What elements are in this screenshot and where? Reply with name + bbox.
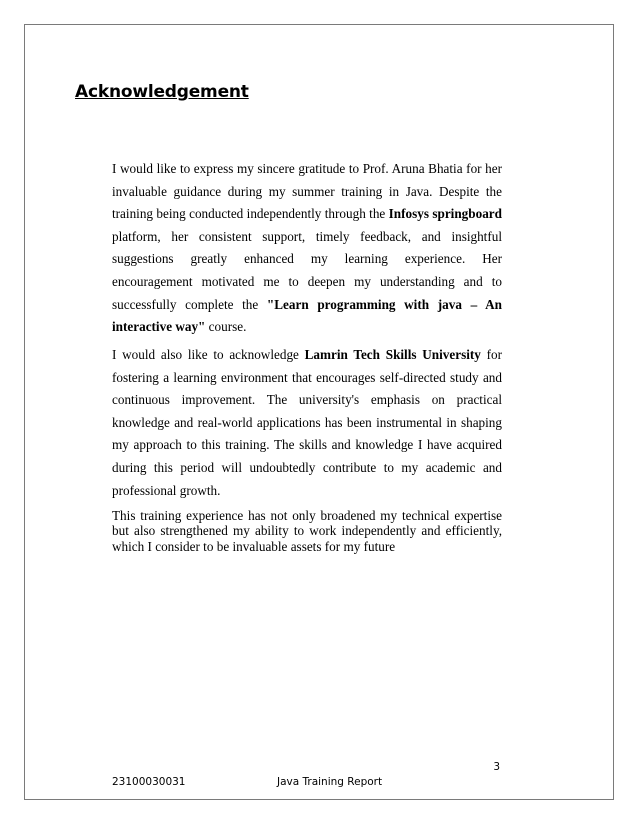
page-title: Acknowledgement (75, 82, 249, 102)
footer-report-title: Java Training Report (277, 776, 383, 788)
page-number: 3 (493, 761, 500, 773)
acknowledgement-paragraph-1 (112, 158, 502, 339)
acknowledgement-paragraph-2 (112, 344, 502, 502)
bold-text-university: Lamrin Tech Skills University (304, 347, 481, 362)
paragraph-text: for fostering a learning environment that encourages self-directed study and continuous improvement. The university's emphasis on practical knowledge and real-world applications has been instrumental in shaping my approach to this training. The skills and knowledge I have acquired during this period will undoubtedly contribute to my academic and professional growth. (112, 347, 502, 498)
bold-text-platform: Infosys springboard (388, 206, 502, 222)
paragraph-text: I would like to express my sincere gratitude to Prof. Aruna Bhatia for her invaluable guidance during my summer training in Java. Despite the training being conducted independently through the (112, 161, 502, 222)
paragraph-text: course. (205, 319, 247, 335)
acknowledgement-paragraph-3: This training experience has not only broadened my technical expertise but also strengthened my ability to work independently and efficiently, which I consider to be invaluable assets for my future (112, 508, 502, 554)
bold-text-course: "Learn programming with java – An interactive way" (112, 296, 502, 335)
footer-roll-number: 23100030031 (112, 776, 186, 788)
paragraph-text: platform, her consistent support, timely feedback, and insightful suggestions greatly enhanced my learning experience. Her encouragement motivated me to deepen my understanding and to successfully complete the (112, 228, 502, 312)
paragraph-text: I would also like to acknowledge (112, 347, 305, 362)
